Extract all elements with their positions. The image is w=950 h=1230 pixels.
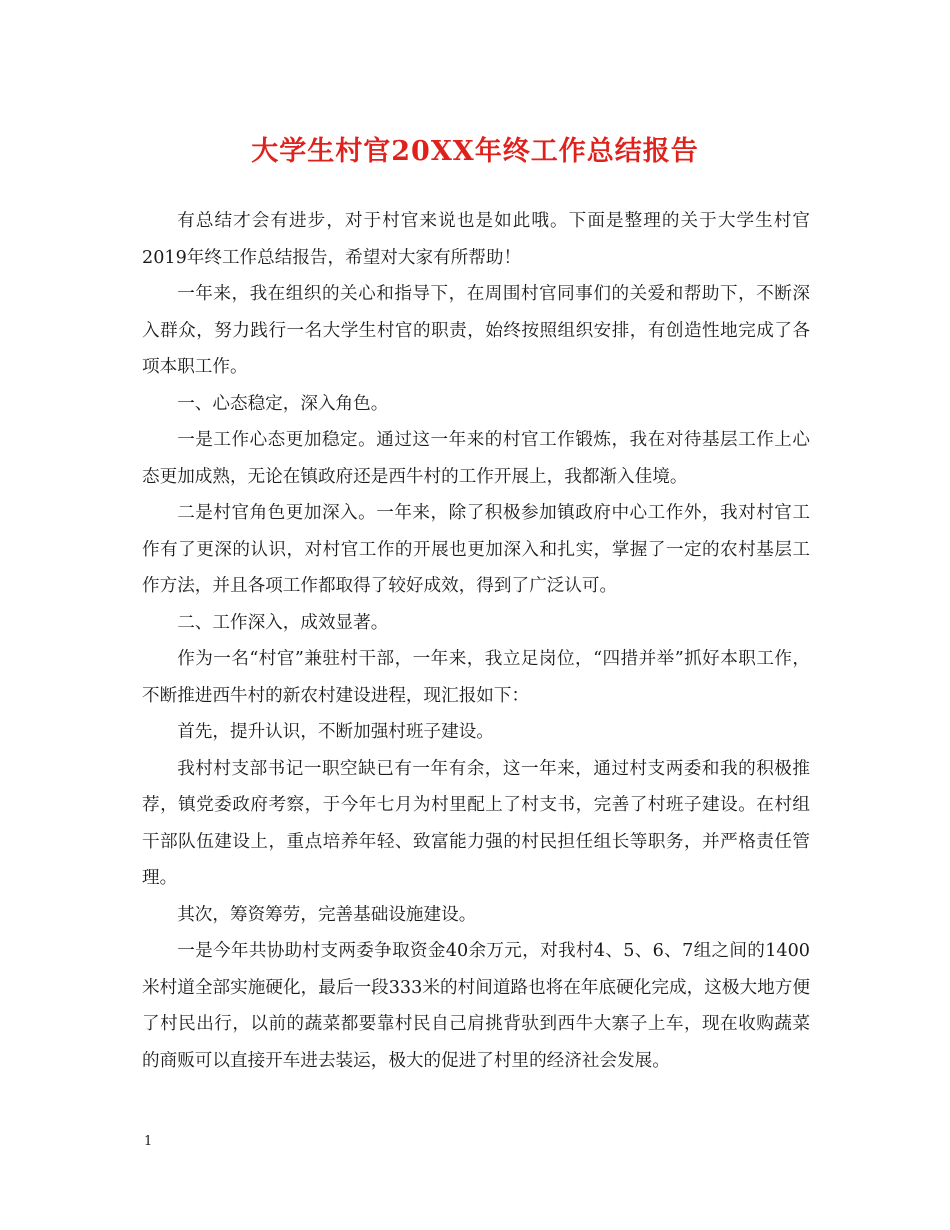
paragraph-intro: 有总结才会有进步，对于村官来说也是如此哦。下面是整理的关于大学生村官2019年终工作总结报告，希望对大家有所帮助！ <box>142 211 810 268</box>
paragraph-infrastructure: 一是今年共协助村支两委争取资金40余万元，对我村4、5、6、7组之间的1400米村道全部实施硬化，最后一段333米的村间道路也将在年底硬化完成，这极大地方便了村民出行，以前的蔬菜都要靠村民自己肩挑背驮到西牛大寨子上车，现在收购蔬菜的商贩可以直接开车进去装运，极大的促进了村里的经济社会发展。 <box>142 941 810 1071</box>
document-body <box>142 203 810 1079</box>
subheading-second: 其次，筹资筹劳，完善基础设施建设。 <box>177 904 477 925</box>
paragraph-team-building: 我村村支部书记一职空缺已有一年有余，这一年来，通过村支两委和我的积极推荐，镇党委政府考察，于今年七月为村里配上了村支书，完善了村班子建设。在村组干部队伍建设上，重点培养年轻、致富能力强的村民担任组长等职务，并严格责任管理。 <box>142 758 810 888</box>
paragraph-overview: 一年来，我在组织的关心和指导下，在周围村官同事们的关爱和帮助下，不断深入群众，努力践行一名大学生村官的职责，始终按照组织安排，有创造性地完成了各项本职工作。 <box>142 284 810 377</box>
paragraph-role: 二是村官角色更加深入。一年来，除了积极参加镇政府中心工作外，我对村官工作有了更深的认识，对村官工作的开展也更加深入和扎实，掌握了一定的农村基层工作方法，并且各项工作都取得了较好成效，得到了广泛认可。 <box>142 503 810 596</box>
subheading-first: 首先，提升认识，不断加强村班子建设。 <box>177 722 494 742</box>
document-title: 大学生村官20XX年终工作总结报告 <box>251 136 699 167</box>
page-number: 1 <box>144 1134 153 1149</box>
paragraph-report-intro: 作为一名“村官”兼驻村干部，一年来，我立足岗位，“四措并举”抓好本职工作，不断推进西牛村的新农村建设进程，现汇报如下： <box>142 649 810 706</box>
section-heading-2: 二、工作深入，成效显著。 <box>177 612 389 633</box>
paragraph-mindset: 一是工作心态更加稳定。通过这一年来的村官工作锻炼，我在对待基层工作上心态更加成熟，无论在镇政府还是西牛村的工作开展上，我都渐入佳境。 <box>142 430 810 487</box>
section-heading-1: 一、心态稳定，深入角色。 <box>177 393 389 414</box>
